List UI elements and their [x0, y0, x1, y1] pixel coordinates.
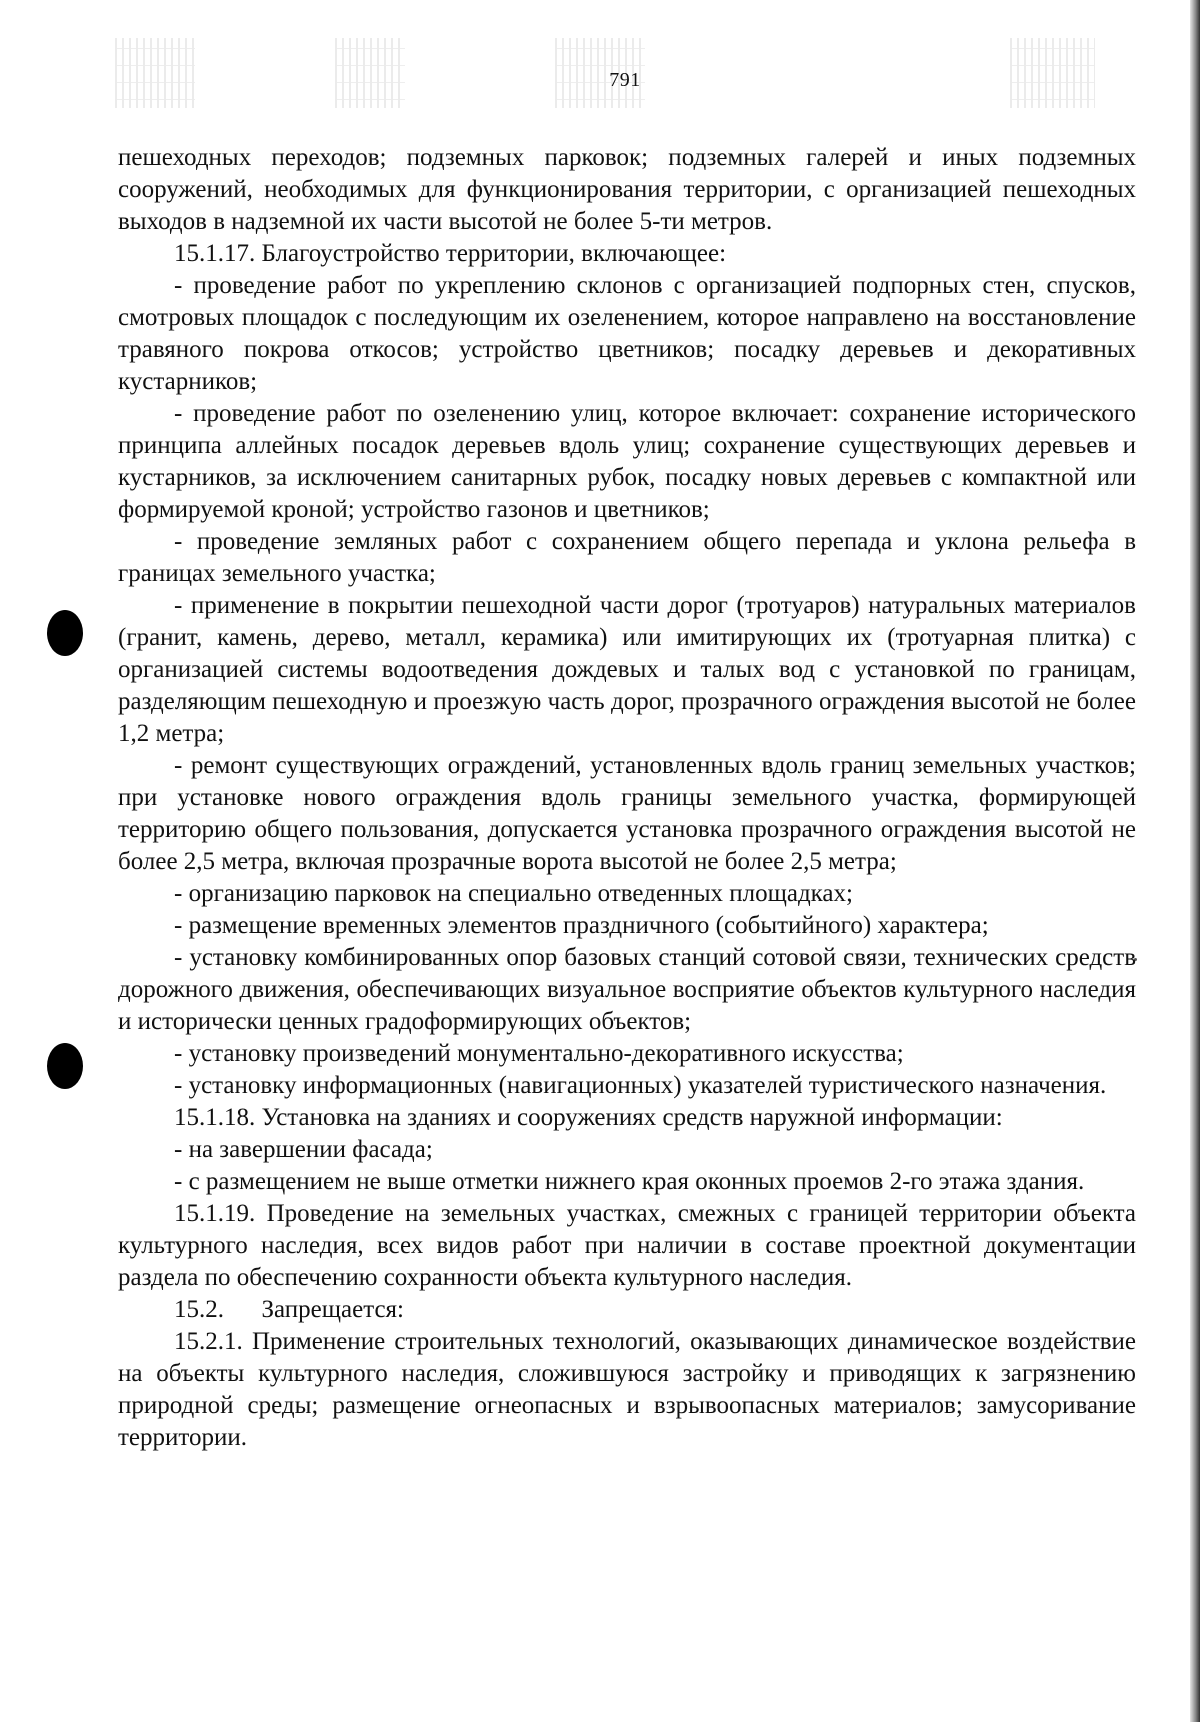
- page-number: 791: [609, 69, 641, 91]
- list-item: - установку комбинированных опор базовых станций сотовой связи, технических средств дорожного движения, обеспечивающих визуальное восприятие объектов культурного наследия и исторически ценных градоформирующих объектов;: [118, 944, 1136, 1035]
- list-item: - установку произведений монументально-декоративного искусства;: [174, 1040, 904, 1067]
- list-item: - проведение работ по озеленению улиц, которое включает: сохранение исторического принципа аллейных посадок деревьев вдоль улиц; сохранение существующих деревьев и кустарников, за исключением санитарных рубок, посадку новых деревьев с компактной или формируемой кроной; устройство газонов и цветников;: [118, 400, 1136, 523]
- list-item: - размещение временных элементов праздничного (событийного) характера;: [174, 912, 989, 939]
- list-item: - ремонт существующих ограждений, установленных вдоль границ земельных участков; при установке нового ограждения вдоль границы земельного участка, формирующей территорию общего пользования, допускается установка прозрачного ограждения высотой не более 2,5 метра, включая прозрачные ворота высотой не более 2,5 метра;: [118, 752, 1136, 875]
- section-heading: 15.2. Запрещается:: [174, 1296, 404, 1323]
- section-heading: 15.1.18. Установка на зданиях и сооружениях средств наружной информации:: [174, 1104, 1003, 1131]
- section-heading: 15.1.19. Проведение на земельных участках, смежных с границей территории объекта культурного наследия, всех видов работ при наличии в составе проектной документации раздела по обеспечению сохранности объекта культурного наследия.: [118, 1200, 1136, 1291]
- list-item: - проведение работ по укреплению склонов с организацией подпорных стен, спусков, смотровых площадок с последующим их озеленением, которое направлено на восстановление травяного покрова откосов; устройство цветников; посадку деревьев и декоративных кустарников;: [118, 272, 1136, 395]
- section-heading: 15.2.1. Применение строительных технологий, оказывающих динамическое воздействие на объекты культурного наследия, сложившуюся застройку и приводящих к загрязнению природной среды; размещение огнеопасных и взрывоопасных материалов; замусоривание территории.: [118, 1328, 1136, 1451]
- punch-hole: [47, 610, 83, 656]
- list-item: - на завершении фасада;: [174, 1136, 433, 1163]
- list-item: - с размещением не выше отметки нижнего края оконных проемов 2-го этажа здания.: [174, 1168, 1085, 1195]
- list-item: - проведение земляных работ с сохранением общего перепада и уклона рельефа в границах земельного участка;: [118, 528, 1136, 587]
- list-item: - установку информационных (навигационных) указателей туристического назначения.: [174, 1072, 1107, 1099]
- list-item: - применение в покрытии пешеходной части дорог (тротуаров) натуральных материалов (гранит, камень, дерево, металл, керамика) или имитирующих их (тротуарная плитка) с организацией системы водоотведения дождевых и талых вод с установкой по границам, разделяющим пешеходную и проезжую часть дорог, прозрачного ограждения высотой не более 1,2 метра;: [118, 592, 1136, 747]
- list-item: - организацию парковок на специально отведенных площадках;: [174, 880, 853, 907]
- document-body: [118, 142, 1136, 1454]
- scan-edge: [1190, 0, 1200, 1722]
- section-heading: 15.1.17. Благоустройство территории, включающее:: [174, 240, 727, 267]
- paragraph: пешеходных переходов; подземных парковок; подземных галерей и иных подземных сооружений, необходимых для функционирования территории, с организацией пешеходных выходов в надземной их части высотой не более 5-ти метров.: [118, 144, 1136, 235]
- punch-hole: [47, 1043, 83, 1089]
